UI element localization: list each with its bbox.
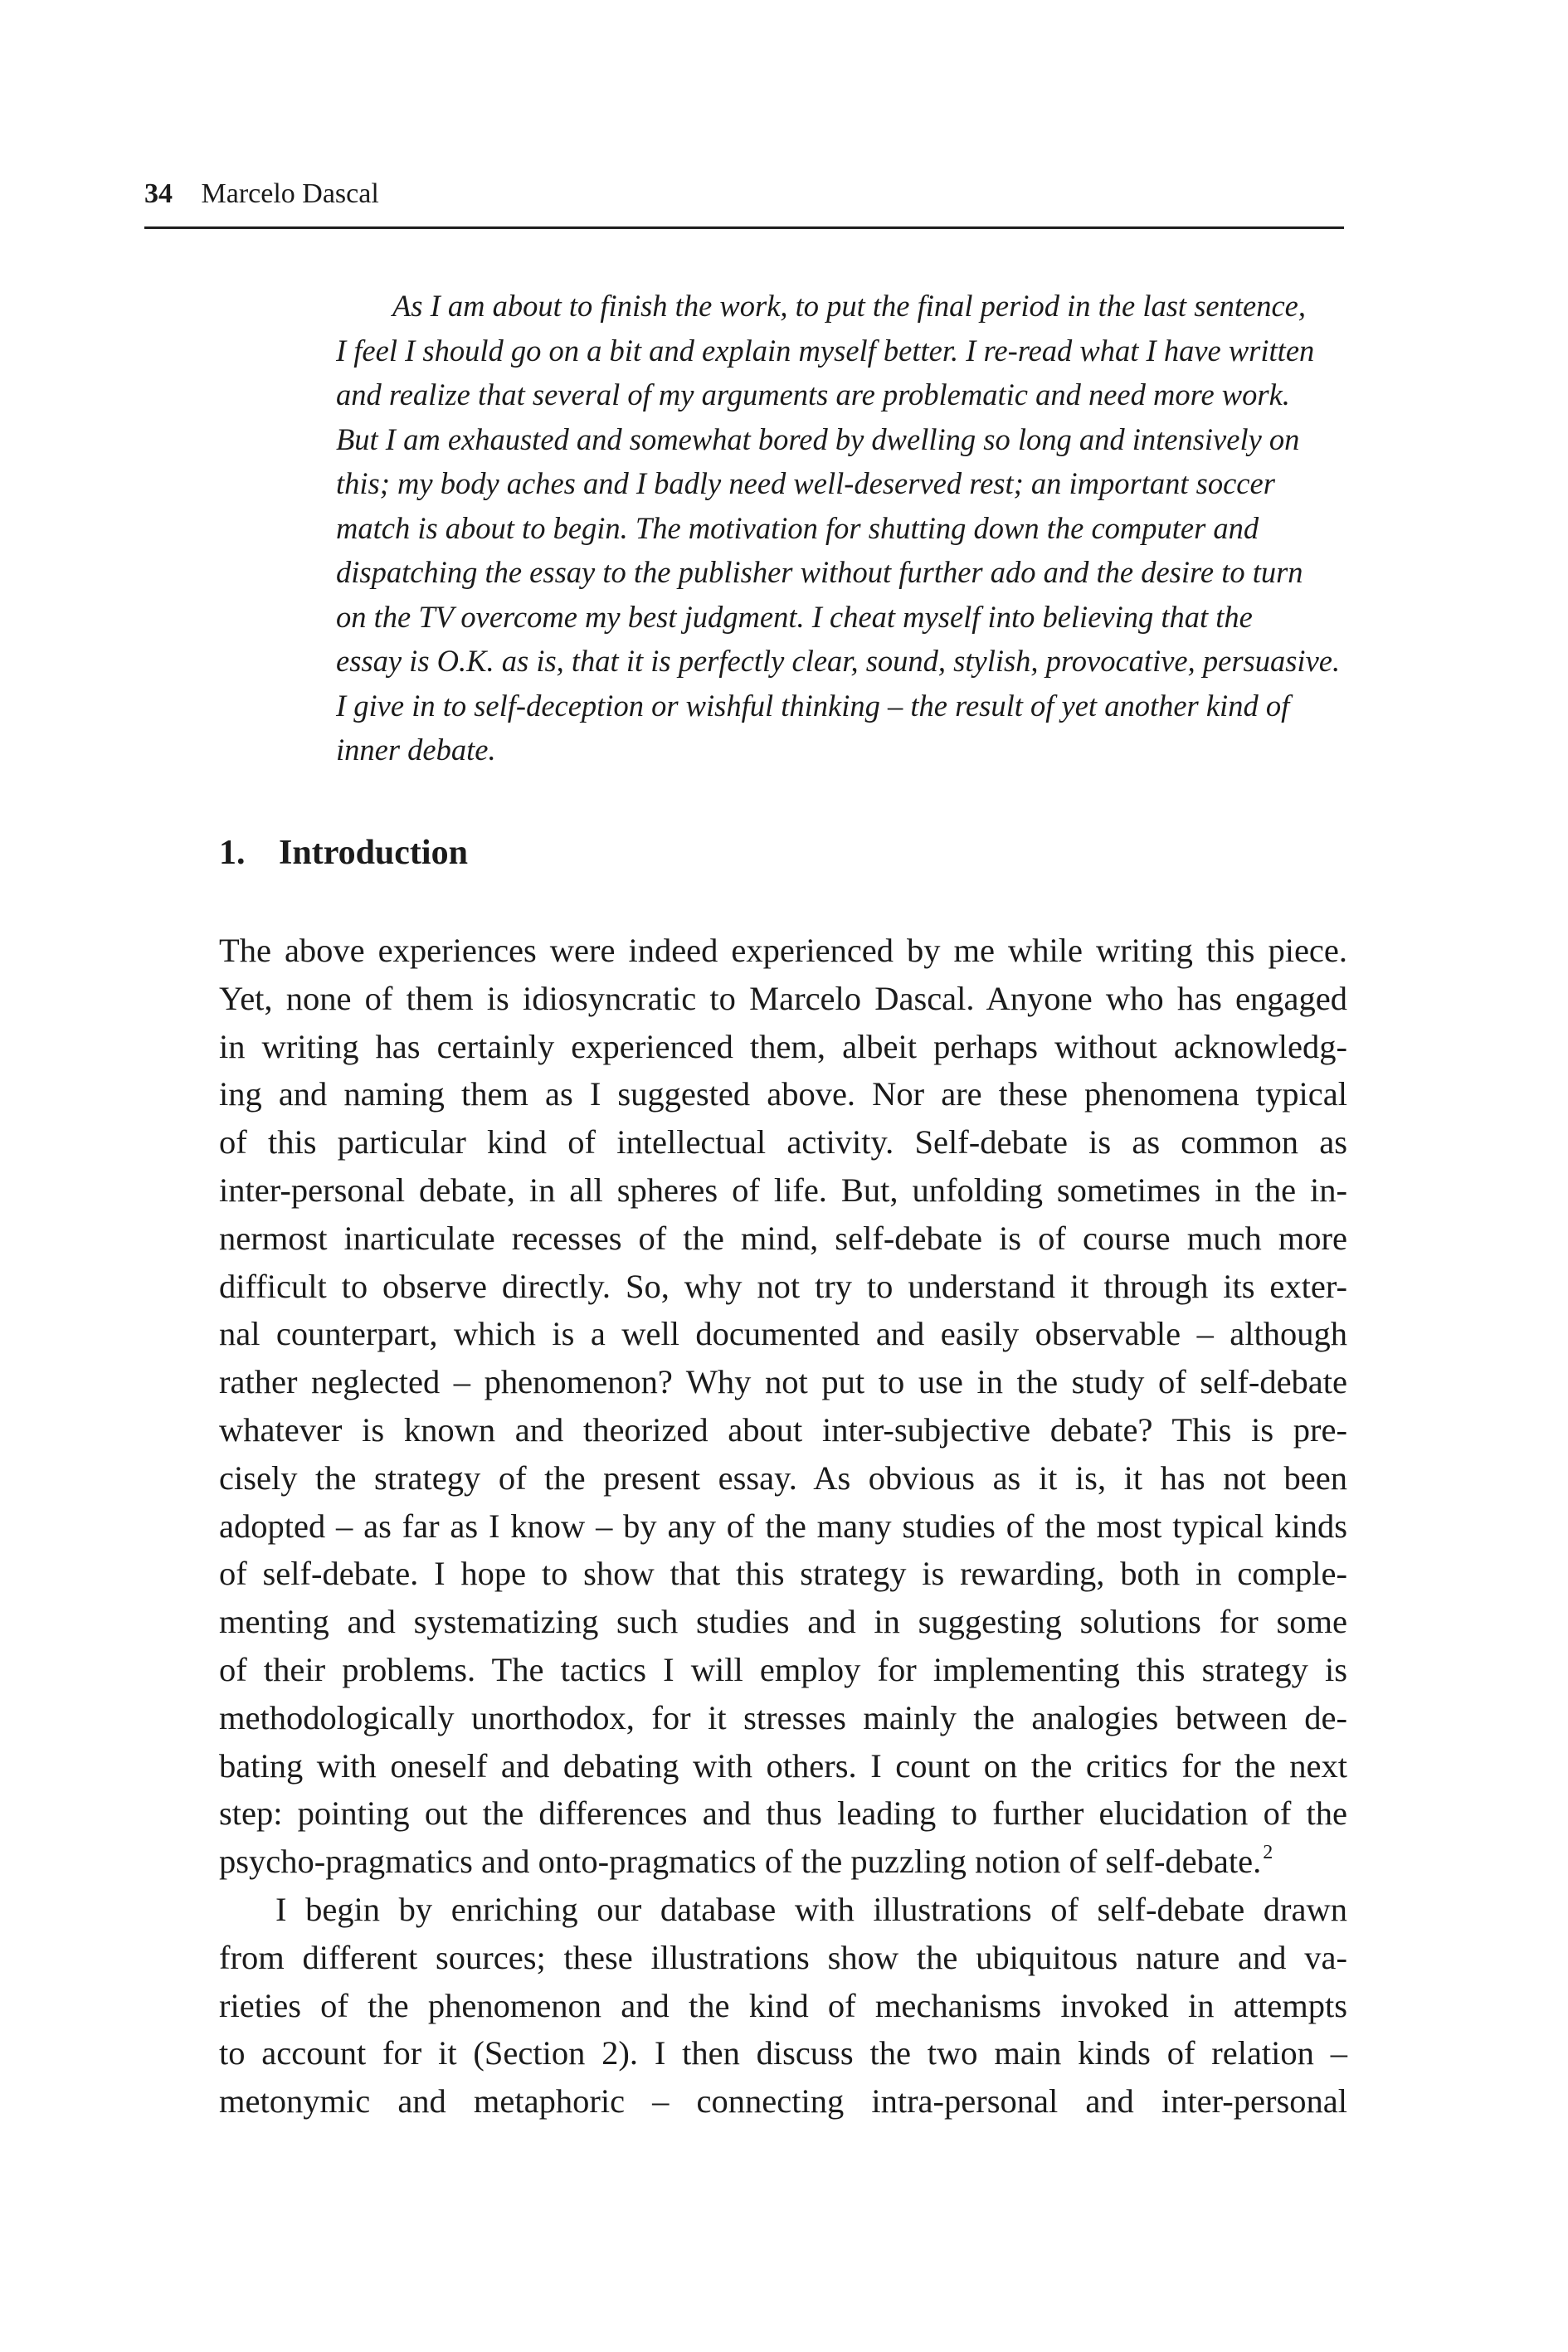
- body-line: from different sources; these illustrations show the ubiquitous nature and va-: [219, 1938, 1347, 1976]
- footnote-marker[interactable]: 2: [1263, 1842, 1273, 1864]
- epigraph-line: inner debate.: [336, 733, 496, 767]
- body-line: Yet, none of them is idiosyncratic to Marcelo Dascal. Anyone who has engaged: [219, 979, 1347, 1017]
- body-line: cisely the strategy of the present essay. As obvious as it is, it has not been: [219, 1458, 1347, 1497]
- body-line: in writing has certainly experienced them, albeit perhaps without acknowledg-: [219, 1027, 1347, 1065]
- running-head-author: Marcelo Dascal: [201, 178, 379, 209]
- body-text: [219, 927, 1347, 2126]
- epigraph-line: I give in to self-deception or wishful thinking – the result of yet another kind of: [336, 688, 1290, 723]
- body-line: metonymic and metaphoric – connecting intra-personal and inter-personal: [219, 2082, 1347, 2121]
- body-line: methodologically unorthodox, for it stresses mainly the analogies between de-: [219, 1698, 1347, 1736]
- epigraph-line: match is about to begin. The motivation for shutting down the computer and: [336, 510, 1259, 545]
- epigraph: [336, 284, 1341, 772]
- body-line: to account for it (Section 2). I then discuss the two main kinds of relation –: [219, 2034, 1347, 2072]
- epigraph-line: on the TV overcome my best judgment. I cheat myself into believing that the: [336, 599, 1253, 634]
- body-line: menting and systematizing such studies and in suggesting solutions for some: [219, 1603, 1347, 1641]
- epigraph-line: As I am about to finish the work, to put the final period in the last sentence,: [392, 289, 1306, 323]
- body-line: nermost inarticulate recesses of the mind, self-debate is of course much more: [219, 1219, 1347, 1257]
- body-line: adopted – as far as I know – by any of the many studies of the most typical kinds: [219, 1507, 1347, 1545]
- body-line: inter-personal debate, in all spheres of life. But, unfolding sometimes in the in-: [219, 1171, 1347, 1209]
- body-line: whatever is known and theorized about inter-subjective debate? This is pre-: [219, 1410, 1347, 1449]
- body-line: of this particular kind of intellectual activity. Self-debate is as common as: [219, 1123, 1347, 1161]
- section-heading: [219, 832, 468, 874]
- body-line: The above experiences were indeed experienced by me while writing this piece.: [219, 932, 1347, 969]
- epigraph-line: and realize that several of my arguments are problematic and need more work.: [336, 377, 1290, 411]
- body-line: step: pointing out the differences and thus leading to further elucidation of the: [219, 1794, 1347, 1833]
- epigraph-line: I feel I should go on a bit and explain myself better. I re-read what I have written: [336, 333, 1315, 368]
- body-line: bating with oneself and debating with others. I count on the critics for the next: [219, 1746, 1347, 1785]
- epigraph-line: essay is O.K. as is, that it is perfectly clear, sound, stylish, provocative, persuasive.: [336, 644, 1341, 678]
- body-line-text: psycho-pragmatics and onto-pragmatics of the puzzling notion of self-debate.: [219, 1843, 1262, 1881]
- running-head: [144, 178, 1344, 229]
- body-line: of self-debate. I hope to show that this strategy is rewarding, both in comple-: [219, 1555, 1347, 1593]
- body-line: of their problems. The tactics I will employ for implementing this strategy is: [219, 1650, 1347, 1688]
- paragraph-1: [219, 927, 1347, 1886]
- body-line: ing and naming them as I suggested above. Nor are these phenomena typical: [219, 1075, 1347, 1113]
- epigraph-line: this; my body aches and I badly need well-deserved rest; an important soccer: [336, 466, 1275, 500]
- section-title: Introduction: [279, 834, 468, 872]
- body-line: rather neglected – phenomenon? Why not put to use in the study of self-debate: [219, 1363, 1347, 1401]
- body-line: rieties of the phenomenon and the kind of mechanisms invoked in attempts: [219, 1986, 1347, 2024]
- body-line: [219, 1838, 1347, 1886]
- page-number: 34: [144, 178, 173, 209]
- body-line: nal counterpart, which is a well documented and easily observable – although: [219, 1315, 1347, 1353]
- section-number: 1.: [219, 834, 246, 872]
- epigraph-line: dispatching the essay to the publisher without further ado and the desire to turn: [336, 555, 1303, 589]
- body-line: difficult to observe directly. So, why not try to understand it through its exter-: [219, 1267, 1347, 1305]
- body-line: I begin by enriching our database with illustrations of self-debate drawn: [275, 1890, 1347, 1928]
- paragraph-2: [219, 1886, 1347, 2126]
- epigraph-line: But I am exhausted and somewhat bored by dwelling so long and intensively on: [336, 421, 1300, 456]
